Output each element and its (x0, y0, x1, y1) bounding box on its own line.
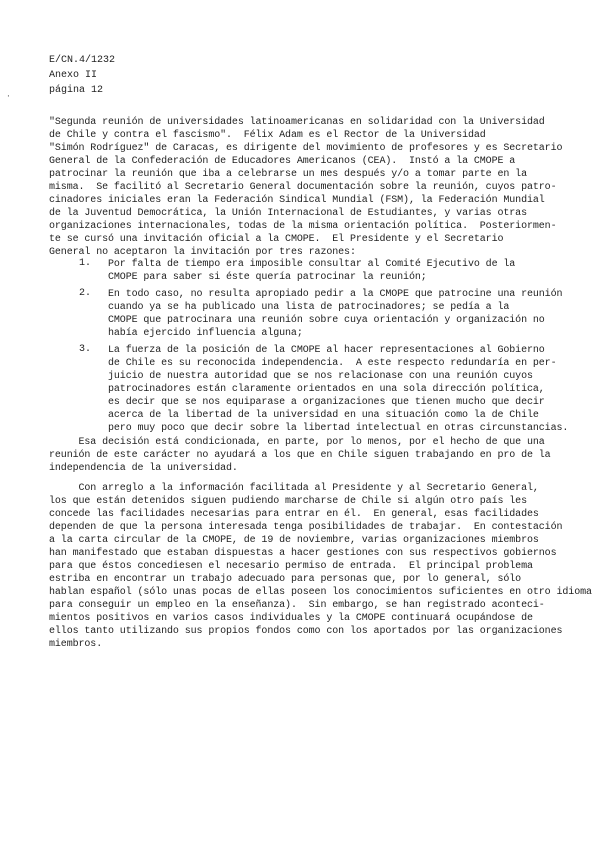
text-line: de Chile es su reconocida independencia. A este respecto redundaría en per- (108, 358, 557, 369)
text-line: de Chile y contra el fascismo". Félix Adam es el Rector de la Universidad (49, 130, 486, 141)
text-line: concede las facilidades necesarias para entrar en él. En general, esas facilidades (49, 509, 539, 520)
text-line: La fuerza de la posición de la CMOPE al hacer representaciones al Gobierno (108, 345, 545, 356)
paragraph-1 (49, 116, 575, 259)
item-number-3: 3. (79, 344, 92, 355)
text-line: pero muy poco que decir sobre la libertad intelectual en otras circunstancias. (108, 423, 569, 434)
text-line: patrocinadores están claramente orientados en una sola dirección política, (108, 384, 545, 395)
text-line: independencia de la universidad. (49, 463, 238, 474)
text-line: Con arreglo a la información facilitada al Presidente y al Secretario General, (49, 483, 539, 494)
text-line: miembros. (49, 639, 103, 650)
text-line: Esa decisión está condicionada, en parte, por lo menos, por el hecho de que una (49, 437, 545, 448)
page-number: página 12 (49, 85, 104, 96)
text-line: para que éstos concediesen el necesario permiso de entrada. El principal problema (49, 561, 533, 572)
text-line: reunión de este carácter no ayudará a los que en Chile siguen trabajando en pro de la (49, 450, 551, 461)
text-line: dependen de que la persona interesada tenga posibilidades de trabajar. En contestación (49, 522, 563, 533)
paragraph-3 (49, 482, 592, 651)
item-1-text (108, 258, 515, 284)
text-line: de la Juventud Democrática, la Unión Internacional de Estudiantes, y varias otras (49, 208, 527, 219)
text-line: a la carta circular de la CMOPE, de 19 de noviembre, varias organizaciones miembros (49, 535, 539, 546)
text-line: ellos tanto utilizando sus propios fondos como con los aportados por las organizaciones (49, 626, 563, 637)
item-number-2: 2. (79, 288, 92, 299)
margin-mark: · (6, 92, 11, 101)
text-line: General de la Confederación de Educadores Americanos (CEA). Instó a la CMOPE a (49, 156, 516, 167)
text-line: han manifestado que estaban dispuestas a hacer gestiones con sus respectivos gobiernos (49, 548, 557, 559)
item-3-text (108, 344, 568, 435)
text-line: te se cursó una invitación oficial a la CMOPE. El Presidente y el Secretario (49, 234, 504, 245)
text-line: juicio de nuestra autoridad que se nos relacionase con una reunión cuyos (108, 371, 533, 382)
document-code: E/CN.4/1232 (49, 55, 116, 66)
text-line: hablan español (sólo unas pocas de ellas poseen los conocimientos suficientes en otro idioma (49, 587, 592, 598)
annex-label: Anexo II (49, 70, 98, 81)
text-line: los que están detenidos siguen pudiendo marcharse de Chile si algún otro país les (49, 496, 527, 507)
text-line: organizaciones internacionales, todas de la misma orientación política. Posteriormen- (49, 221, 557, 232)
text-line: Por falta de tiempo era imposible consultar al Comité Ejecutivo de la (108, 259, 516, 270)
paragraph-2 (49, 436, 575, 475)
item-2-text (108, 288, 562, 340)
text-line: cuando ya se ha publicado una lista de patrocinadores; se pedía a la (108, 302, 510, 313)
text-line: había ejercido influencia alguna; (108, 328, 303, 339)
document-header (49, 53, 115, 98)
text-line: patrocinar la reunión que iba a celebrarse un mes después y/o a tomar parte en la (49, 169, 527, 180)
text-line: cinadores iniciales eran la Federación Sindical Mundial (FSM), la Federación Mundial (49, 195, 545, 206)
text-line: mientos positivos en varios casos individuales y la CMOPE continuará ocupándose de (49, 613, 533, 624)
text-line: CMOPE que patrocinara una reunión sobre cuya orientación y organización no (108, 315, 545, 326)
text-line: estriba en encontrar un trabajo adecuado para personas que, por lo general, sólo (49, 574, 522, 585)
text-line: "Segunda reunión de universidades latinoamericanas en solidaridad con la Universidad (49, 117, 545, 128)
text-line: es decir que se nos equiparase a organizaciones que tienen mucho que decir (108, 397, 545, 408)
text-line: misma. Se facilitó al Secretario General documentación sobre la reunión, cuyos patro- (49, 182, 557, 193)
text-line: acerca de la libertad de la universidad en una situación como la de Chile (108, 410, 539, 421)
text-line: En todo caso, no resulta apropiado pedir a la CMOPE que patrocine una reunión (108, 289, 563, 300)
text-line: "Simón Rodríguez" de Caracas, es dirigente del movimiento de profesores y es Secretario (49, 143, 563, 154)
text-line: para conseguir un empleo en la enseñanza). Sin embargo, se han registrado aconteci- (49, 600, 545, 611)
text-line: CMOPE para saber si éste quería patrocinar la reunión; (108, 272, 427, 283)
text-line: General no aceptaron la invitación por tres razones: (49, 247, 356, 258)
item-number-1: 1. (79, 258, 92, 269)
